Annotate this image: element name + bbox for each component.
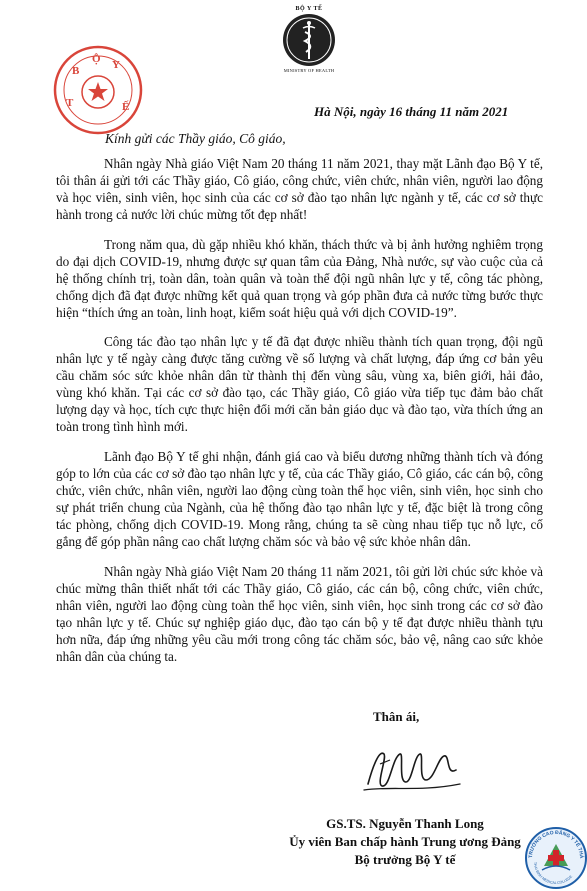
paragraph: Nhân ngày Nhà giáo Việt Nam 20 tháng 11 năm 2021, thay mặt Lãnh đạo Bộ Y tế, tôi thân ái gửi tới các Thầy giáo, Cô giáo, công chức, viên chức, nhân viên, người lao động và học viên, sinh viên, học sinh của các cơ sở đào tạo nhân lực ngành y tế, các cơ sở thực hành trong cả nước lời chúc mừng tốt đẹp nhất! xyxy=(56,156,543,222)
paragraph: Trong năm qua, dù gặp nhiều khó khăn, thách thức và bị ảnh hưởng nghiêm trọng do đại dịch COVID-19, nhưng được sự quan tâm của Đảng, Nhà nước, sự vào cuộc của cả hệ thống chính trị, toàn dân, toàn quân và toàn thể đội ngũ nhân lực y tế, công tác phòng, chống dịch đã đạt được những kết quả quan trọng và góp phần đưa cả nước từng bước thực hiện “thích ứng an toàn, linh hoạt, kiểm soát hiệu quả với dịch COVID-19”. xyxy=(56,237,543,320)
paragraph: Công tác đào tạo nhân lực y tế đã đạt được nhiều thành tích quan trọng, đội ngũ nhân lực y tế ngày càng được tăng cường về số lượng và chất lượng, đáp ứng cơ bản yêu cầu chăm sóc sức khỏe nhân dân từ thành thị đến vùng sâu, vùng xa, biên giới, hải đảo, vùng khó khăn. Tại các cơ sở đào tạo, các Thầy giáo, Cô giáo vừa tiếp tục đảm bảo chất lượng dạy và học, tích cực thực hiện đổi mới căn bản giáo dục và đào tạo, vừa thích ứng an toàn trong tình hình mới. xyxy=(56,334,543,434)
date-line: Hà Nội, ngày 16 tháng 11 năm 2021 xyxy=(314,104,509,119)
ministry-red-stamp xyxy=(52,44,144,136)
stamp-letter: Y xyxy=(112,59,120,71)
signatory-role: Ủy viên Ban chấp hành Trung ương Đảng xyxy=(289,834,521,849)
seal-bottom-text: THAI BINH MEDICAL COLLEGE xyxy=(532,861,574,886)
caduceus-icon xyxy=(281,12,337,68)
emblem-bottom-text: MINISTRY OF HEALTH xyxy=(283,68,335,73)
closing: Thân ái, xyxy=(373,709,420,724)
stamp-letter: Ộ xyxy=(92,53,101,65)
signatory-title: Bộ trưởng Bộ Y tế xyxy=(354,852,456,867)
ministry-emblem xyxy=(276,6,342,96)
signatory-name: GS.TS. Nguyễn Thanh Long xyxy=(326,816,484,831)
handwritten-signature xyxy=(360,740,470,798)
college-seal-logo xyxy=(524,826,587,890)
signature-block xyxy=(240,815,570,869)
stamp-letter: Ế xyxy=(122,101,130,113)
seal-ring-text: TRƯỜNG CAO ĐẲNG Y TẾ THÁ xyxy=(527,829,585,859)
stamp-letter: B xyxy=(72,65,80,77)
emblem-top-text: BỘ Y TẾ xyxy=(295,6,323,12)
paragraph: Lãnh đạo Bộ Y tế ghi nhận, đánh giá cao và biểu dương những thành tích và đóng góp to lớn của các cơ sở đào tạo nhân lực y tế, của các Thầy giáo, Cô giáo, các cán bộ, công chức, viên chức, nhân viên, người lao động cùng toàn thể học viên, sinh viên, học sinh cho sự phát triển chung của Ngành, của hệ thống đào tạo nhân lực y tế, đặc biệt là trong công tác phòng, chống dịch COVID-19. Mong rằng, chúng ta sẽ cùng nhau tiếp tục nỗ lực, cố gắng để góp phần nâng cao chất lượng chăm sóc và bảo vệ sức khỏe nhân dân. xyxy=(56,449,543,549)
letter-body xyxy=(56,155,543,678)
salutation: Kính gửi các Thầy giáo, Cô giáo, xyxy=(105,131,286,146)
paragraph: Nhân ngày Nhà giáo Việt Nam 20 tháng 11 năm 2021, tôi gửi lời chúc sức khỏe và chúc mừng thân thiết nhất tới các Thầy giáo, Cô giáo, các cán bộ, công chức, viên chức, nhân viên, người lao động cùng toàn thể học viên, sinh viên, học sinh trong các cơ sở đào tạo nhân lực y tế. Chúc sự nghiệp giáo dục, đào tạo cán bộ y tế đạt được nhiều thành tựu hơn nữa, đáp ứng những yêu cầu mới trong công tác chăm sóc, bảo vệ, nâng cao sức khỏe nhân dân của chúng ta. xyxy=(56,564,543,664)
stamp-letter: T xyxy=(66,97,74,109)
